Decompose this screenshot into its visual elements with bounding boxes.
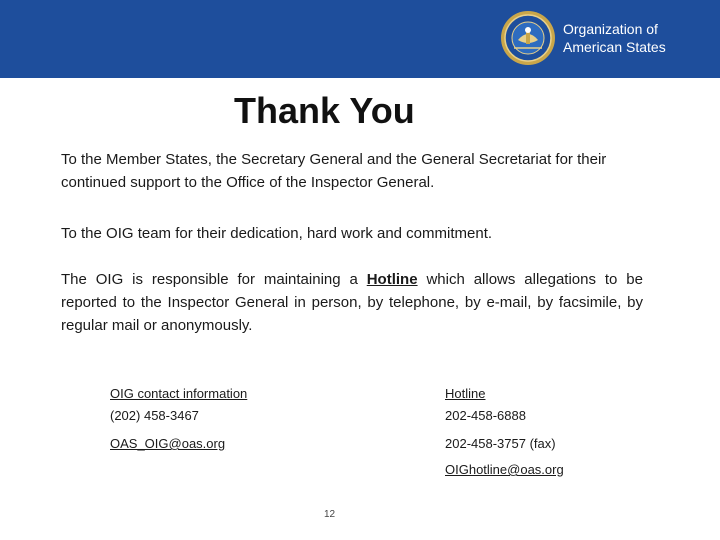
hotline-paragraph-start: The OIG is responsible for maintaining a: [61, 271, 367, 288]
page-title: Thank You: [234, 90, 415, 131]
hotline-phone: 202-458-6888: [445, 408, 526, 423]
hotline-paragraph: [61, 268, 643, 337]
org-name-line2: American States: [563, 39, 666, 55]
oig-phone: (202) 458-3467: [110, 408, 199, 423]
org-name-line1: Organization of: [563, 21, 658, 37]
thanks-member-states: To the Member States, the Secretary General and the General Secretariat for their continued support to the Office of the Inspector General.: [61, 151, 607, 191]
oas-seal-icon: [500, 10, 556, 66]
hotline-fax: 202-458-3757 (fax): [445, 436, 556, 451]
thanks-oig-team: To the OIG team for their dedication, hard work and commitment.: [61, 225, 493, 242]
page-number: 12: [324, 509, 336, 520]
hotline-paragraph-end: which allows allegations to be reported to the Inspector General in person, by telephone, by e-mail, by facsimile, by regular mail or anonymously.: [61, 271, 643, 334]
hotline-heading[interactable]: Hotline: [445, 386, 486, 401]
hotline-link[interactable]: Hotline: [366, 271, 418, 288]
oig-email-link[interactable]: OAS_OIG@oas.org: [110, 436, 226, 451]
org-name: [563, 20, 666, 56]
hotline-email-link[interactable]: OIGhotline@oas.org: [445, 462, 564, 477]
header-bar: [0, 0, 720, 78]
oig-contact-heading[interactable]: OIG contact information: [110, 386, 248, 401]
